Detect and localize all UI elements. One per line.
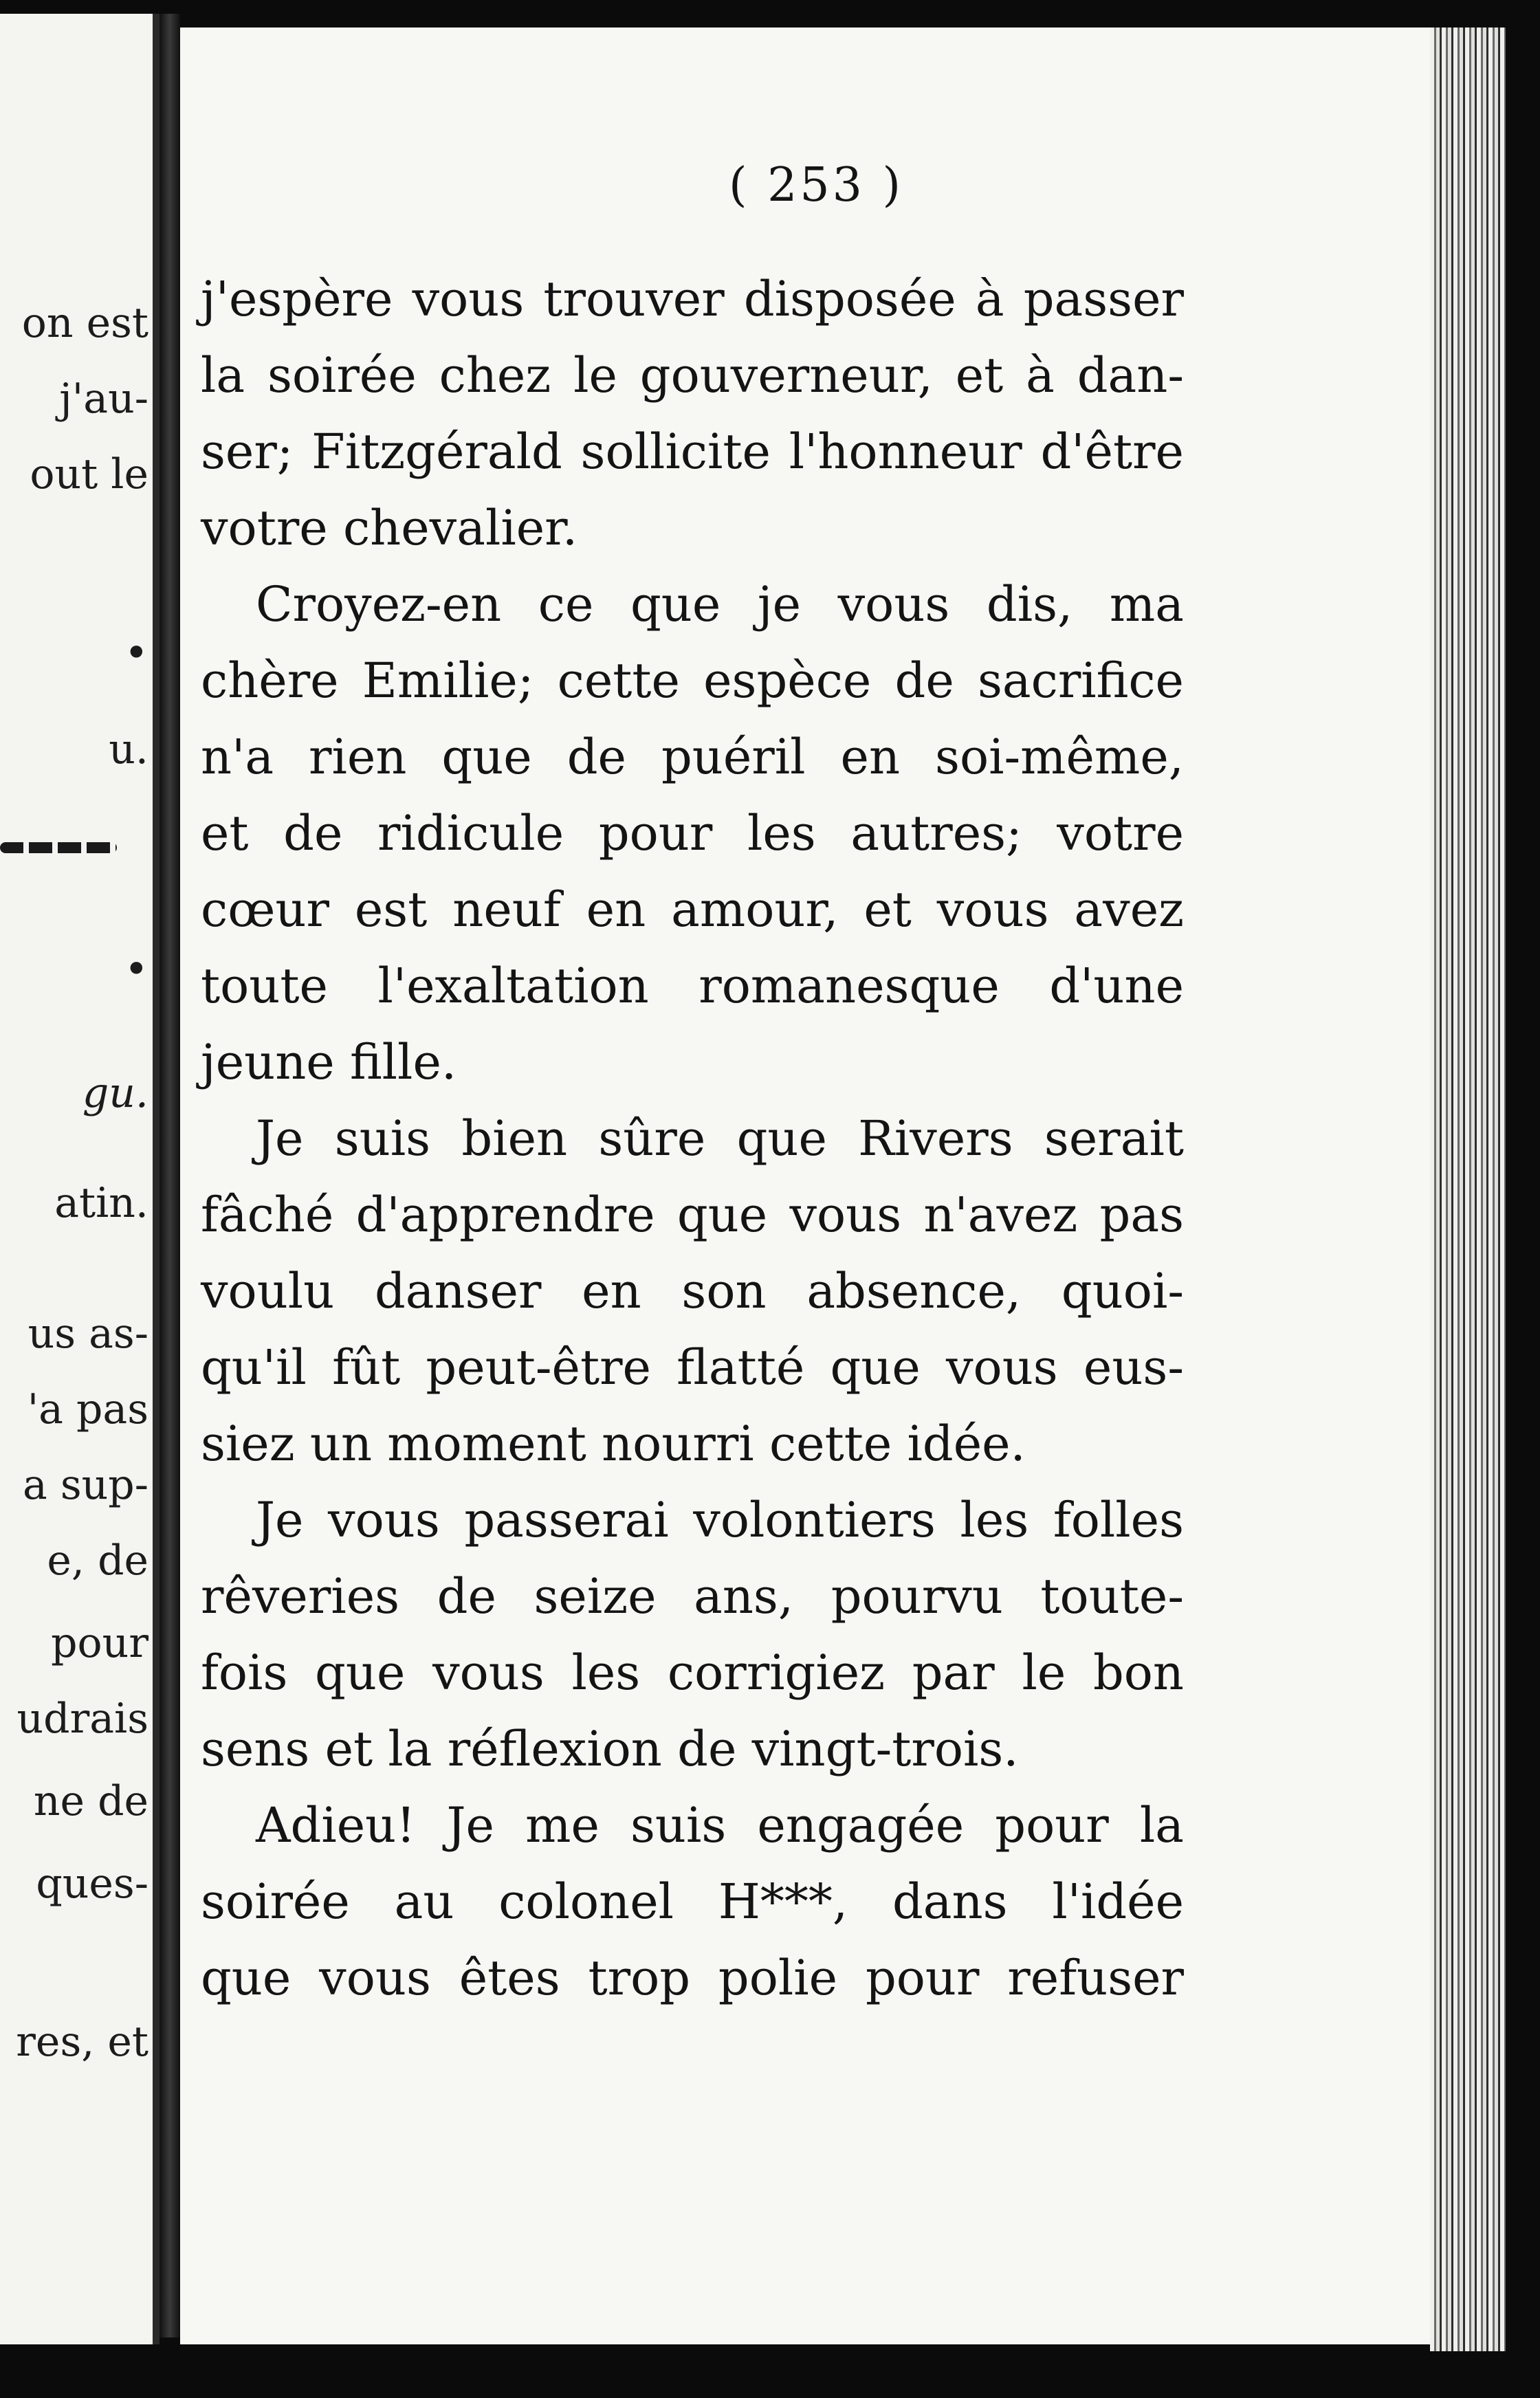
left-page-fragment-line: u. <box>109 725 148 773</box>
page-body-text <box>201 261 1184 2016</box>
left-page-fragment-line: on est <box>21 299 148 347</box>
text-line: Je vous passerai volontiers les folles <box>256 1492 1184 1548</box>
text-line: soirée au colonel H***, dans l'idée <box>201 1873 1184 1930</box>
text-line: votre chevalier. <box>201 500 578 556</box>
text-line: Croyez-en ce que je vous dis, ma <box>256 576 1184 632</box>
left-page-fragment-line: res, et <box>16 2018 148 2066</box>
text-line: jeune fille. <box>201 1034 457 1090</box>
text-line: sens et la réflexion de vingt-trois. <box>201 1721 1019 1777</box>
book-page <box>180 28 1452 2344</box>
left-page-fragment-line: j'au- <box>59 375 148 423</box>
text-line: j'espère vous trouver disposée à passer <box>201 271 1184 327</box>
text-line: n'a rien que de puéril en soi-même, <box>201 729 1184 785</box>
text-line: ser; Fitzgérald sollicite l'honneur d'être <box>201 424 1184 480</box>
text-line: Je suis bien sûre que Rivers serait <box>256 1110 1184 1167</box>
text-line: et de ridicule pour les autres; votre <box>201 805 1184 861</box>
left-page-fragment-line: • <box>124 629 148 677</box>
left-page-fragment-line: atin. <box>54 1179 148 1227</box>
left-page-fragment-line: pour <box>51 1619 148 1667</box>
text-line: cœur est neuf en amour, et vous avez <box>201 881 1184 938</box>
text-line: toute l'exaltation romanesque d'une <box>201 958 1184 1014</box>
page-edges <box>1430 28 1506 2351</box>
text-line: fâché d'apprendre que vous n'avez pas <box>201 1187 1184 1243</box>
page-number: ( 253 ) <box>728 158 904 212</box>
left-page-fragment-line: e, de <box>47 1537 148 1585</box>
text-line: fois que vous les corrigiez par le bon <box>201 1644 1184 1701</box>
left-page-fragment-line: ne de <box>33 1777 148 1825</box>
text-line: la soirée chez le gouverneur, et à dan- <box>201 347 1184 404</box>
left-page-fragment-line: udrais <box>16 1695 148 1743</box>
text-line: rêveries de seize ans, pourvu toute- <box>201 1568 1184 1625</box>
left-page-separator <box>0 842 117 853</box>
left-page-fragment-line: • <box>124 945 148 993</box>
text-line: chère Emilie; cette espèce de sacrifice <box>201 652 1184 709</box>
left-page-fragment-line: gu. <box>82 1069 148 1117</box>
book-gutter <box>160 14 180 2338</box>
left-page-fragment-line: a sup- <box>23 1461 148 1509</box>
text-line: que vous êtes trop polie pour refuser <box>201 1950 1184 2006</box>
text-line: siez un moment nourri cette idée. <box>201 1416 1026 1472</box>
left-page-fragment-line: out le <box>30 450 148 498</box>
text-line: qu'il fût peut-être flatté que vous eus- <box>201 1339 1184 1396</box>
left-page-fragment-line: us as- <box>28 1310 148 1358</box>
text-line: voulu danser en son absence, quoi- <box>201 1263 1184 1319</box>
left-page-fragment-line: ques- <box>36 1860 148 1908</box>
text-line: Adieu! Je me suis engagée pour la <box>256 1797 1184 1854</box>
left-page-fragment <box>0 14 160 2344</box>
left-page-fragment-line: 'a pas <box>27 1385 148 1433</box>
